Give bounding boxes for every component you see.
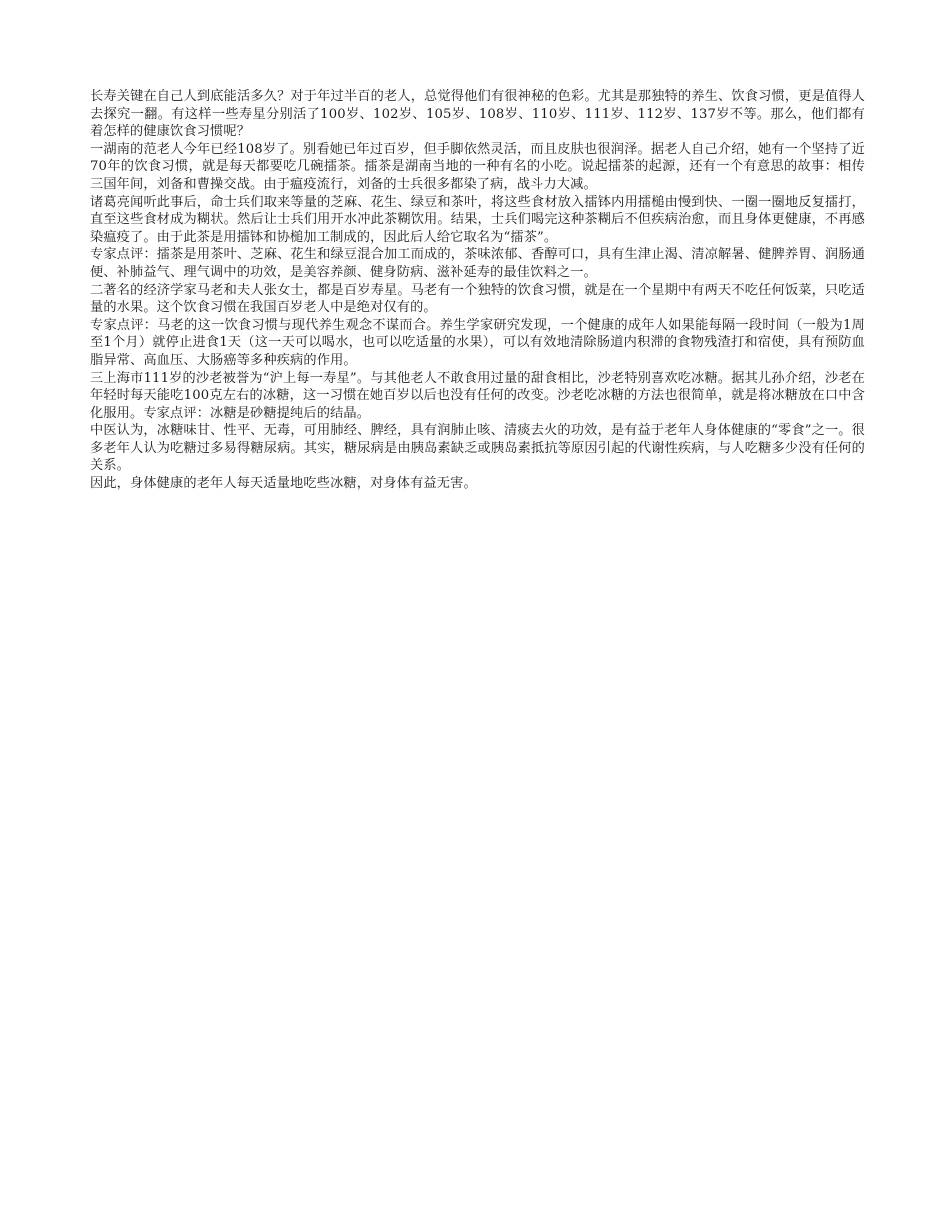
document-body — [90, 88, 865, 493]
paragraph-intro: 长寿关键在自己人到底能活多久？对于年过半百的老人，总觉得他们有很神秘的色彩。尤其是那独特的养生、饮食习惯，更是值得人去探究一翻。有这样一些寿星分别活了100岁、102岁、105岁、108岁、110岁、111岁、112岁、137岁不等。那么，他们都有着怎样的健康饮食习惯呢？ — [90, 89, 865, 140]
paragraph-case-one: 一湖南的范老人今年已经108岁了。别看她已年过百岁，但手脚依然灵活，而且皮肤也很润泽。据老人自己介绍，她有一个坚持了近70年的饮食习惯，就是每天都要吃几碗擂茶。擂茶是湖南当地的一种有名的小吃。说起擂茶的起源，还有一个有意思的故事：相传三国年间，刘备和曹操交战。由于瘟疫流行，刘备的士兵很多都染了病，战斗力大减。 — [90, 141, 865, 192]
paragraph-conclusion: 因此，身体健康的老年人每天适量地吃些冰糖，对身体有益无害。 — [90, 476, 477, 492]
paragraph-expert-comment-fasting: 专家点评：马老的这一饮食习惯与现代养生观念不谋而合。养生学家研究发现，一个健康的成年人如果能每隔一段时间（一般为1周至1个月）就停止进食1天（这一天可以喝水，也可以吃适量的水果），可以有效地清除肠道内积滞的食物残渣打和宿使，具有预防血脂异常、高血压、大肠癌等多种疾病的作用。 — [90, 317, 865, 368]
paragraph-expert-comment-leicha: 专家点评：擂茶是用茶叶、芝麻、花生和绿豆混合加工而成的，茶味浓郁、香醇可口，具有生津止渴、清凉解暑、健脾养胃、润肠通便、补肺益气、理气调中的功效，是美容养颜、健身防病、滋补延寿的最佳饮料之一。 — [90, 247, 865, 280]
paragraph-case-three: 三上海市111岁的沙老被誉为“沪上每一寿星”。与其他老人不敢食用过量的甜食相比，沙老特别喜欢吃冰糖。据其儿孙介绍，沙老在年轻时每天能吃100克左右的冰糖，这一习惯在她百岁以后也没有任何的改变。沙老吃冰糖的方法也很简单，就是将冰糖放在口中含化服用。专家点评：冰糖是砂糖提纯后的结晶。 — [90, 370, 865, 421]
paragraph-leicha-origin: 诸葛亮闻听此事后，命士兵们取来等量的芝麻、花生、绿豆和茶叶，将这些食材放入擂钵内用擂槌由慢到快、一圈一圈地反复擂打，直至这些食材成为糊状。然后让士兵们用开水冲此茶糊饮用。结果，士兵们喝完这种茶糊后不但疾病治愈，而且身体更健康，不再感染瘟疫了。由于此茶是用擂钵和协槌加工制成的，因此后人给它取名为“擂茶”。 — [90, 194, 865, 245]
paragraph-case-two: 二著名的经济学家马老和夫人张女士，都是百岁寿星。马老有一个独特的饮食习惯，就是在一个星期中有两天不吃任何饭菜，只吃适量的水果。这个饮食习惯在我国百岁老人中是绝对仅有的。 — [90, 282, 865, 316]
paragraph-tcm-rock-sugar: 中医认为，冰糖味甘、性平、无毒，可用肺经、脾经，具有润肺止咳、清痰去火的功效，是有益于老年人身体健康的“零食”之一。很多老年人认为吃糖过多易得糖尿病。其实，糖尿病是由胰岛素缺乏或胰岛素抵抗等原因引起的代谢性疾病，与人吃糖多少没有任何的关系。 — [90, 423, 865, 474]
